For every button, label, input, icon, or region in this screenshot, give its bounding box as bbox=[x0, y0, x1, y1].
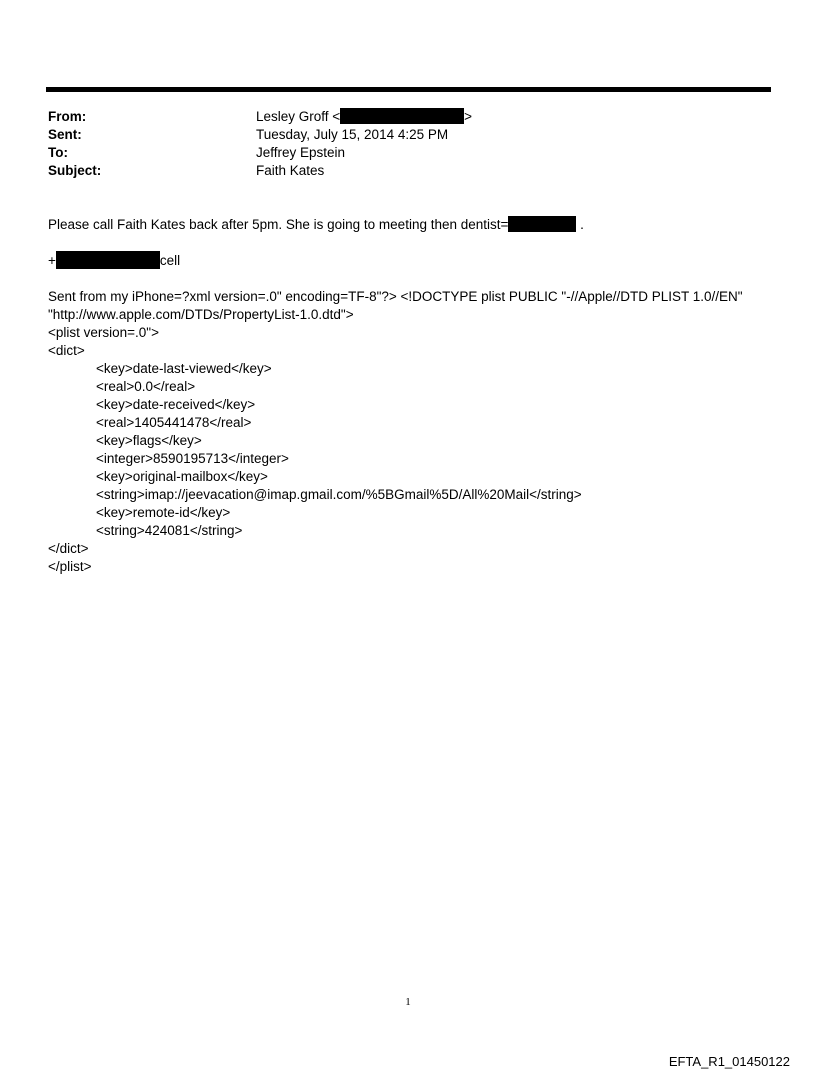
xml-closing-line: </dict> bbox=[48, 541, 89, 556]
xml-line: Sent from my iPhone=?xml version=.0" encoding=TF-8"?> <!DOCTYPE plist PUBLIC "-//Apple//DTD PLIST 1.0//EN" bbox=[48, 289, 743, 304]
sent-row bbox=[48, 126, 748, 144]
dict-entry: <key>date-received</key> bbox=[96, 397, 256, 412]
xml-closing-line: </plist> bbox=[48, 559, 92, 574]
email-header bbox=[48, 108, 748, 180]
from-row bbox=[48, 108, 748, 126]
to-row bbox=[48, 144, 748, 162]
dict-entry: <real>1405441478</real> bbox=[96, 415, 252, 430]
xml-line: <dict> bbox=[48, 343, 85, 358]
document-id: EFTA_R1_01450122 bbox=[668, 1054, 790, 1069]
from-name: Lesley Groff < bbox=[256, 109, 341, 124]
dict-entry: <string>imap://jeevacation@imap.gmail.com/%5BGmail%5D/All%20Mail</string> bbox=[96, 487, 582, 502]
dict-entry: <real>0.0</real> bbox=[96, 379, 196, 394]
to-label: To: bbox=[48, 145, 68, 160]
xml-line: "http://www.apple.com/DTDs/PropertyList-1.0.dtd"> bbox=[48, 307, 354, 322]
dict-entry: <key>date-last-viewed</key> bbox=[96, 361, 272, 376]
dict-entry: <key>original-mailbox</key> bbox=[96, 469, 268, 484]
phone-suffix: cell bbox=[159, 253, 181, 268]
message-tail: . bbox=[580, 217, 584, 232]
from-value bbox=[256, 108, 472, 126]
message-line bbox=[48, 216, 584, 234]
plist-xml-block bbox=[48, 288, 743, 576]
phone-line bbox=[48, 252, 180, 270]
sent-value: Tuesday, July 15, 2014 4:25 PM bbox=[256, 127, 449, 142]
dict-entry: <key>flags</key> bbox=[96, 433, 202, 448]
phone-prefix: + bbox=[48, 253, 56, 268]
to-value: Jeffrey Epstein bbox=[256, 145, 346, 160]
redaction-box bbox=[340, 108, 464, 124]
from-label: From: bbox=[48, 109, 87, 124]
redaction-box bbox=[56, 251, 160, 269]
subject-value: Faith Kates bbox=[256, 163, 325, 178]
dict-entry: <integer>8590195713</integer> bbox=[96, 451, 289, 466]
subject-row bbox=[48, 162, 748, 180]
header-divider-rule bbox=[46, 87, 771, 92]
message-text: Please call Faith Kates back after 5pm. She is going to meeting then dentist= bbox=[48, 217, 509, 232]
from-close: > bbox=[464, 109, 473, 124]
xml-line: <plist version=.0"> bbox=[48, 325, 159, 340]
page-number: 1 bbox=[405, 996, 411, 1008]
redaction-box bbox=[508, 216, 576, 232]
subject-label: Subject: bbox=[48, 163, 102, 178]
dict-entry: <key>remote-id</key> bbox=[96, 505, 231, 520]
dict-entry: <string>424081</string> bbox=[96, 523, 243, 538]
sent-label: Sent: bbox=[48, 127, 82, 142]
